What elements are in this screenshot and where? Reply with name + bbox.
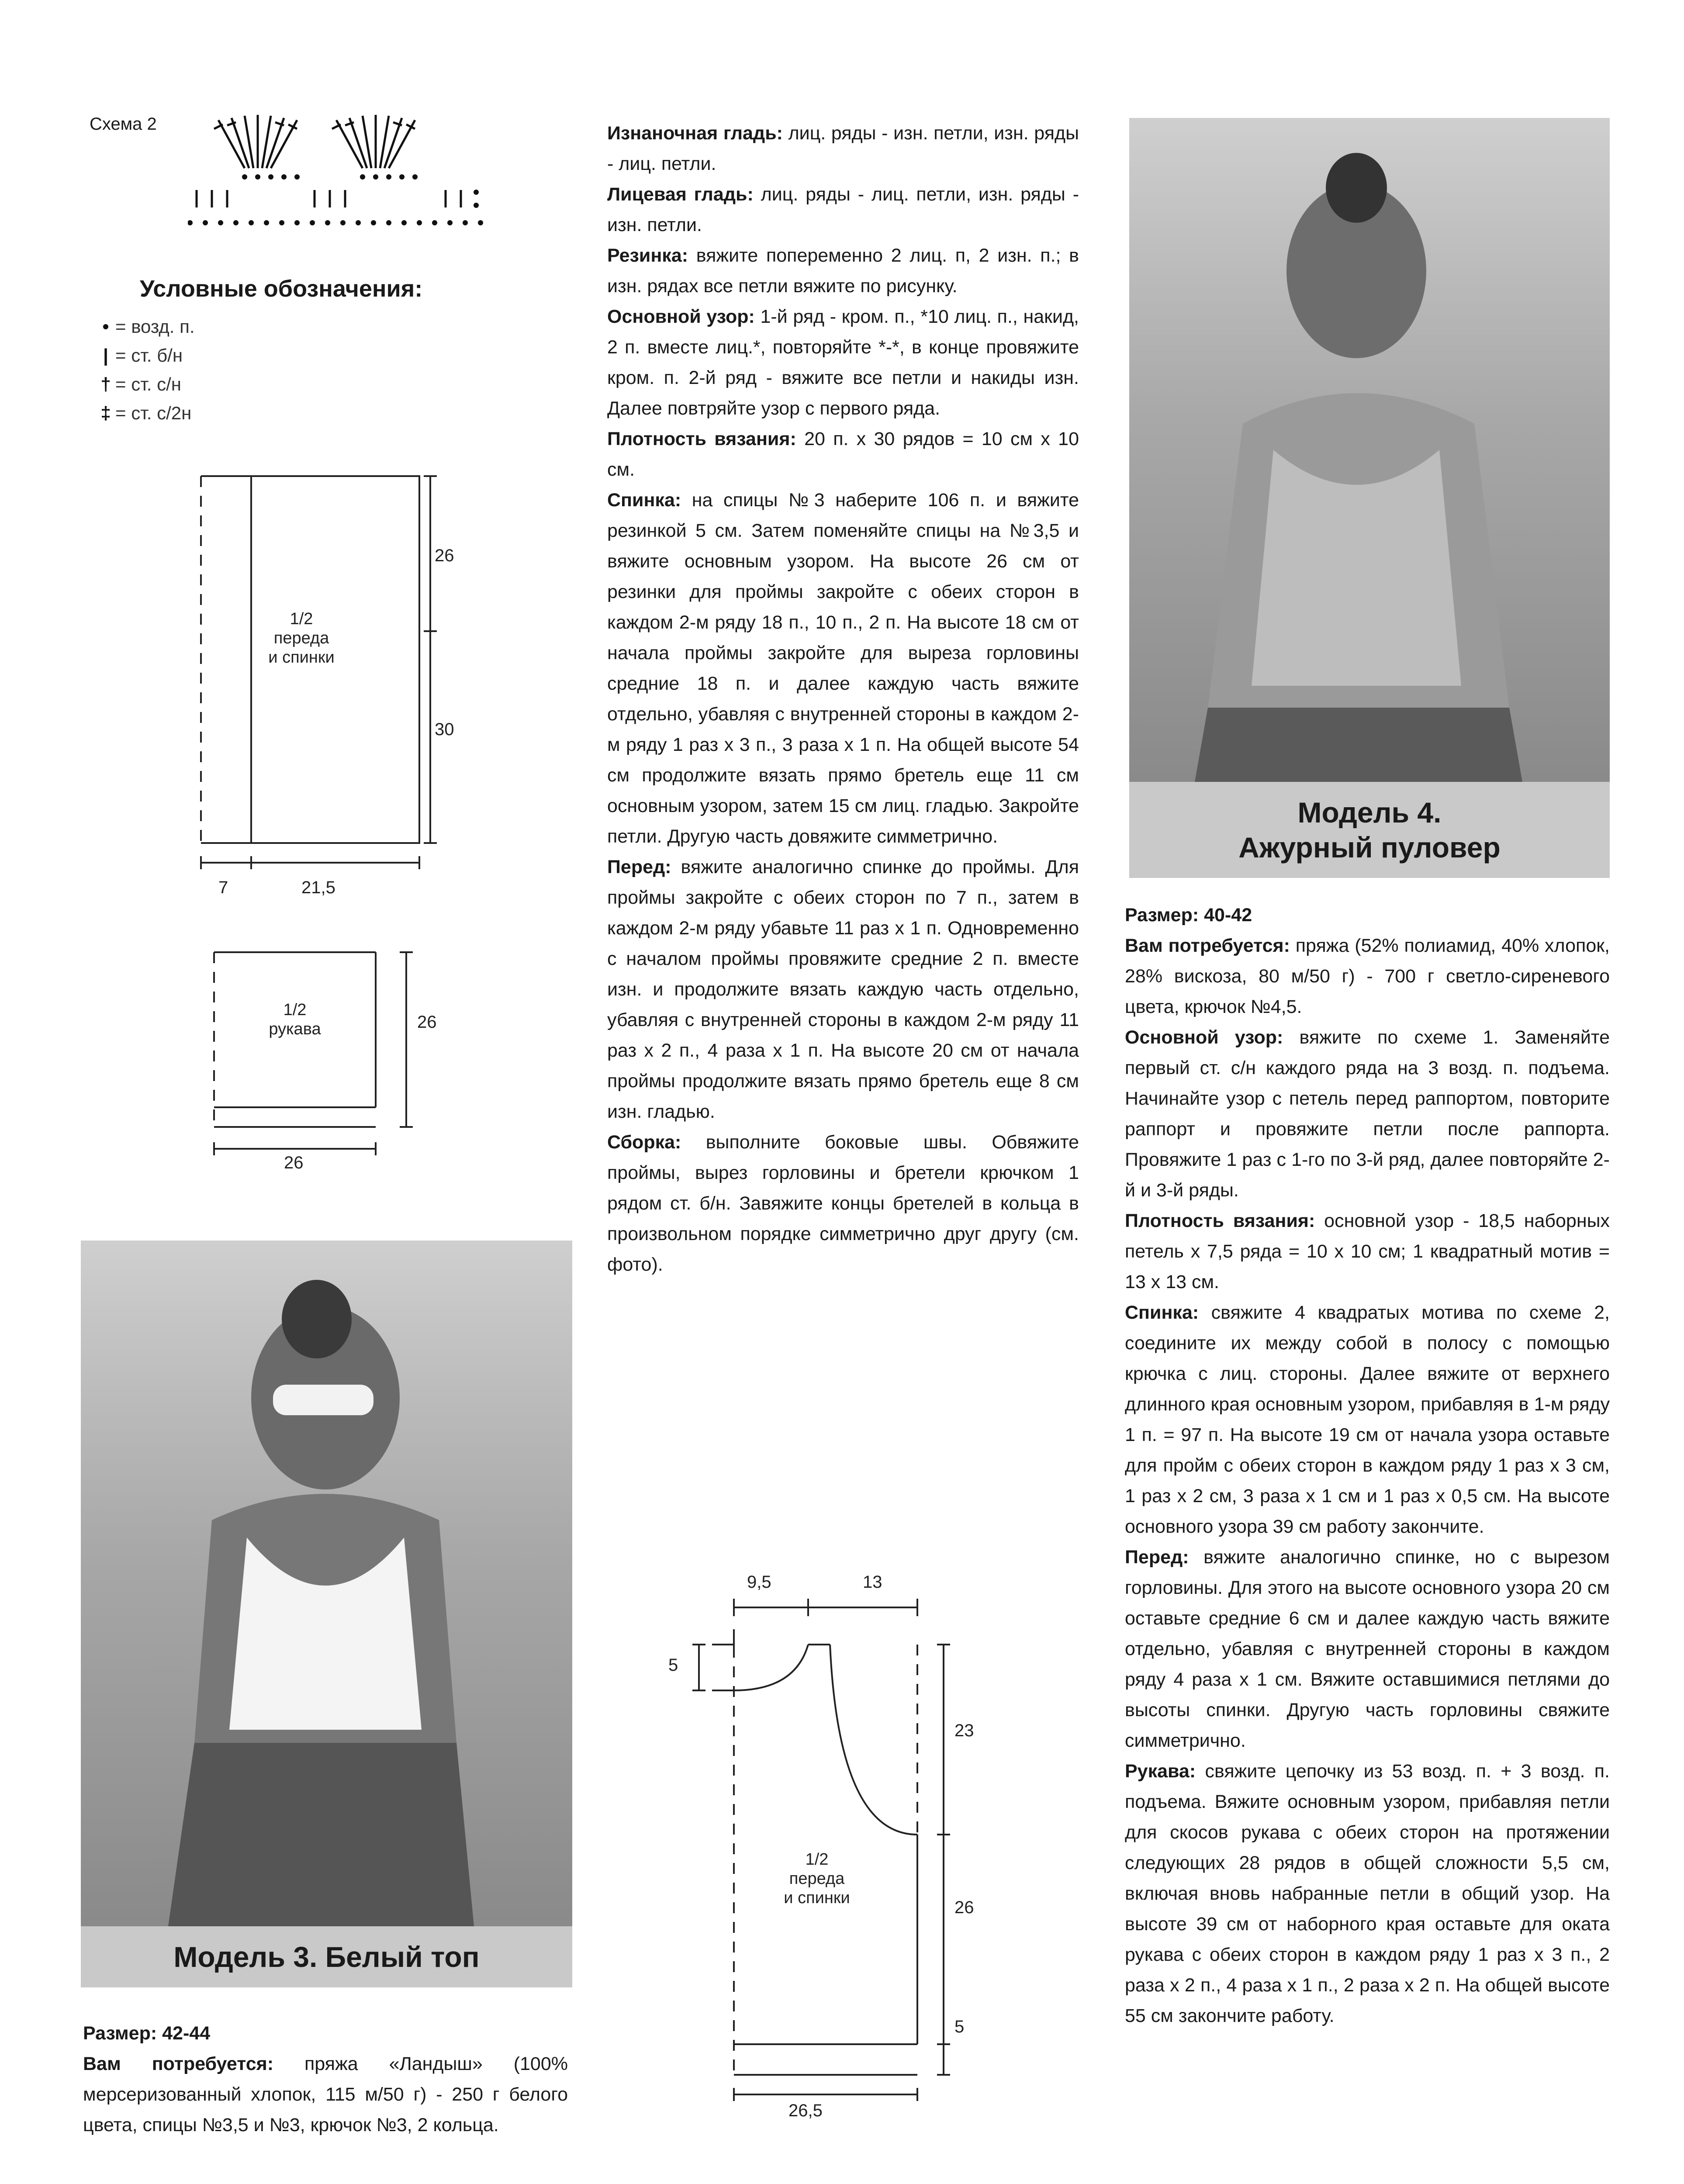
crochet-scheme-diagram [188, 111, 511, 229]
model-4-caption: Модель 4. Ажурный пуловер [1129, 782, 1610, 878]
dim-offset: 7 [218, 878, 228, 897]
dim-height-lower: 30 [435, 720, 454, 739]
instruction-paragraph: Вам потребуется: пряжа (52% полиамид, 40% хлопок, 28% вискоза, 80 м/50 г) - 700 г светло-сиреневого цвета, крючок №4,5. [1125, 935, 1610, 1017]
scheme-fan-right [332, 115, 415, 168]
scheme-fan-left [214, 115, 297, 168]
model-3-caption: Модель 3. Белый топ [81, 1926, 572, 1987]
scheme-title: Схема 2 [90, 114, 157, 134]
pullover-dim-body: 26 [954, 1898, 974, 1917]
instruction-paragraph: Спинка: на спицы №3 наберите 106 п. и вяжите резинкой 5 см. Затем поменяйте спицы на №3,5 и вяжите основным узором. На высоте 26 см от резинки для проймы закройте с обеих сторон в каждом 2-м ряду 18 п., 10 п., 2 п. На высоте 18 см от начала проймы закройте для выреза горловины средние 18 п. и далее каждую часть вяжите отдельно, убавляя с внутренней стороны в каждом 2-м ряду 1 раз х 3 п., 3 раза х 1 п. На общей высоте 54 см продолжите вязать прямо бретель еще 11 см основным узором, затем 15 см лиц. гладью. Закройте петли. Другую часть довяжите симметрично. [607, 490, 1079, 847]
pullover-dim-top-left: 9,5 [747, 1572, 771, 1592]
instruction-paragraph: Спинка: свяжите 4 квадратых мотива по схеме 2, соедините их между собой в полосу с помощью крючка с лиц. стороны. Далее вяжите от верхнего длинного края основным узором, прибавляя в 1-м ряду 1 п. = 97 п. На высоте 19 см от начала узора оставьте для пройм с обеих сторон в каждом ряду 1 раз х 3 см, 1 раз х 2 см, 3 раза х 1 см и 1 раз х 0,5 см. На высоте основного узора 39 см работу закончите. [1125, 1302, 1610, 1537]
instruction-paragraph: Основной узор: 1-й ряд - кром. п., *10 лиц. п., накид, 2 п. вместе лиц.*, повторяйте *-*, в конце провяжите кром. п. 2-й ряд - вяжите все петли и накиды изн. Далее повтряйте узор с первого ряда. [607, 306, 1079, 419]
diagram-label: 1/2 переда и спинки [268, 610, 335, 667]
top-body-pattern-diagram [192, 467, 454, 887]
legend-item: ‡ = ст. с/2н [96, 399, 195, 428]
sleeve-diagram-label: 1/2 рукава [269, 1001, 321, 1038]
legend-item: † = ст. с/н [96, 370, 195, 399]
treble-crochet-symbol: ‡ [100, 403, 111, 423]
instruction-paragraph: Сборка: выполните боковые швы. Обвяжите проймы, вырез горловины и бретели крючком 1 рядом ст. б/н. Завяжите концы бретелей в кольца в произвольном порядке симметрично друг другу (см. фото). [607, 1132, 1079, 1275]
model-3-photo [81, 1241, 572, 1926]
model-4-details: Размер: 40-42 Вам потребуется: пряжа (52% полиамид, 40% хлопок, 28% вискоза, 80 м/50 г) - 700 г светло-сиреневого цвета, крючок №4,5. Основной узор: вяжите по схеме 1. Заменяйте первый ст. с/н каждого ряда на 3 возд. п. подъема. Начинайте узор с петель перед раппортом, повторите раппорт и провяжите петли после раппорта. Провяжите 1 раз с 1-го по 3-й ряд, далее повторяйте 2-й и 3-й ряды. Плотность вязания: основной узор - 18,5 наборных петель х 7,5 ряда = 10 х 10 см; 1 квадратный мотив = 13 х 13 см. Спинка: свяжите 4 квадратых мотива по схеме 2, соедините их между собой в полосу с помощью крючка с лиц. стороны. Далее вяжите от верхнего длинного края основным узором, прибавляя в 1-м ряду 1 п. = 97 п. На высоте 19 см от начала узора оставьте для пройм с обеих сторон в каждом ряду 1 раз х 3 см, 1 раз х 2 см, 3 раза х 1 см и 1 раз х 0,5 см. На высоте основного узора 39 см работу закончите. Перед: вяжите аналогично спинке, но с вырезом горловины. Для этого на высоте основного узора 20 см оставьте средние 6 см и далее каждую часть вяжите отдельно, убавляя с внутренней стороны в каждом ряду 4 раза х 1 см. Вяжите оставшимися петлями до высоты спинки. Другую часть горловины свяжите симметрично. Рукава: свяжите цепочку из 53 возд. п. + 3 возд. п. подъема. Вяжите основным узором, прибавляя петли для скосов рукава с обеих сторон на протяжении следующих 28 рядов в общей сложности 5,5 см, включая вновь набранные петли в общий узор. На высоте 39 см от наборного края оставьте для оката рукава с обеих сторон в каждом ряду 1 раз х 3 п., 2 раза х 2 п., 4 раза х 1 п., 2 раза х 2 п. На общей высоте 55 см закончите работу. [1125, 900, 1610, 2031]
model-4-photo-illustration [1129, 118, 1610, 782]
instruction-paragraph: Плотность вязания: основной узор - 18,5 наборных петель х 7,5 ряда = 10 х 10 см; 1 квадратный мотив = 13 х 13 см. [1125, 1210, 1610, 1292]
instruction-paragraph: Перед: вяжите аналогично спинке, но с вырезом горловины. Для этого на высоте основного узора 20 см оставьте средние 6 см и далее каждую часть вяжите отдельно, убавляя с внутренней стороны в каждом ряду 4 раза х 1 см. Вяжите оставшимися петлями до высоты спинки. Другую часть горловины свяжите симметрично. [1125, 1547, 1610, 1751]
dim-width: 21,5 [301, 878, 335, 897]
top-instructions [607, 118, 1079, 1280]
pullover-dim-top-right: 13 [863, 1572, 882, 1592]
pullover-dim-armhole: 23 [954, 1721, 974, 1740]
dim-height-upper: 26 [435, 546, 454, 565]
instruction-paragraph: Основной узор: вяжите по схеме 1. Заменяйте первый ст. с/н каждого ряда на 3 возд. п. подъема. Начинайте узор с петель перед раппортом, повторите раппорт и провяжите петли после раппорта. Провяжите 1 раз с 1-го по 3-й ряд, далее повторяйте 2-й и 3-й ряды. [1125, 1027, 1610, 1201]
model-3-photo-illustration [81, 1241, 572, 1926]
legend-title: Условные обозначения: [140, 276, 423, 302]
instruction-paragraph: Лицевая гладь: лиц. ряды - лиц. петли, изн. ряды - изн. петли. [607, 184, 1079, 235]
legend-item: • = возд. п. [96, 312, 195, 341]
sleeve-pattern-diagram [201, 943, 446, 1171]
instruction-paragraph: Плотность вязания: 20 п. х 30 рядов = 10 см х 10 см. [607, 429, 1079, 480]
pullover-dim-rib: 5 [954, 2017, 965, 2036]
chain-stitch-symbol: • [102, 316, 109, 337]
instruction-paragraph: Рукава: свяжите цепочку из 53 возд. п. + 3 возд. п. подъема. Вяжите основным узором, прибавляя петли для скосов рукава с обеих сторон на протяжении следующих 28 рядов в общей сложности 5,5 см, включая вновь набранные петли в общий узор. На высоте 39 см от наборного края оставьте для оката рукава с обеих сторон в каждом ряду 1 раз х 3 п., 2 раза х 2 п., 4 раза х 1 п., 2 раза х 2 п. На общей высоте 55 см закончите работу. [1125, 1761, 1610, 2026]
sleeve-dim-height: 26 [417, 1013, 437, 1032]
model-4-photo [1129, 118, 1610, 782]
model-3-details: Размер: 42-44 Вам потребуется: пряжа «Ландыш» (100% мерсеризованный хлопок, 115 м/50 г) - 250 г белого цвета, спицы №3,5 и №3, крючок №3, 2 кольца. [83, 2023, 568, 2136]
pullover-diagram-label: 1/2 переда и спинки [784, 1850, 850, 1907]
legend-item: | = ст. б/н [96, 341, 195, 370]
instruction-paragraph: Резинка: вяжите попеременно 2 лиц. п, 2 изн. п.; в изн. рядах все петли вяжите по рисунку. [607, 245, 1079, 297]
pullover-dim-neck: 5 [668, 1655, 678, 1675]
instruction-paragraph: Изнаночная гладь: лиц. ряды - изн. петли, изн. ряды - лиц. петли. [607, 123, 1079, 174]
legend-list [96, 312, 195, 428]
sleeve-dim-width: 26 [284, 1153, 304, 1172]
double-crochet-symbol: † [100, 374, 111, 394]
instruction-paragraph: Перед: вяжите аналогично спинке до проймы. Для проймы закройте с обеих сторон по 7 п., затем в каждом 2-м ряду убавьте 11 раз х 1 п. Одновременно с началом проймы провяжите средние 2 п. вместе изн. и продолжите вязать каждую часть отдельно, убавляя с внутренней стороны в каждом 2-м ряду 11 раз х 2 п., 4 раза х 1 п. На высоте 20 см от начала проймы продолжите вязать прямо бретель еще 8 см изн. гладью. [607, 857, 1079, 1122]
single-crochet-symbol: | [103, 345, 108, 366]
pullover-dim-width: 26,5 [788, 2101, 823, 2120]
